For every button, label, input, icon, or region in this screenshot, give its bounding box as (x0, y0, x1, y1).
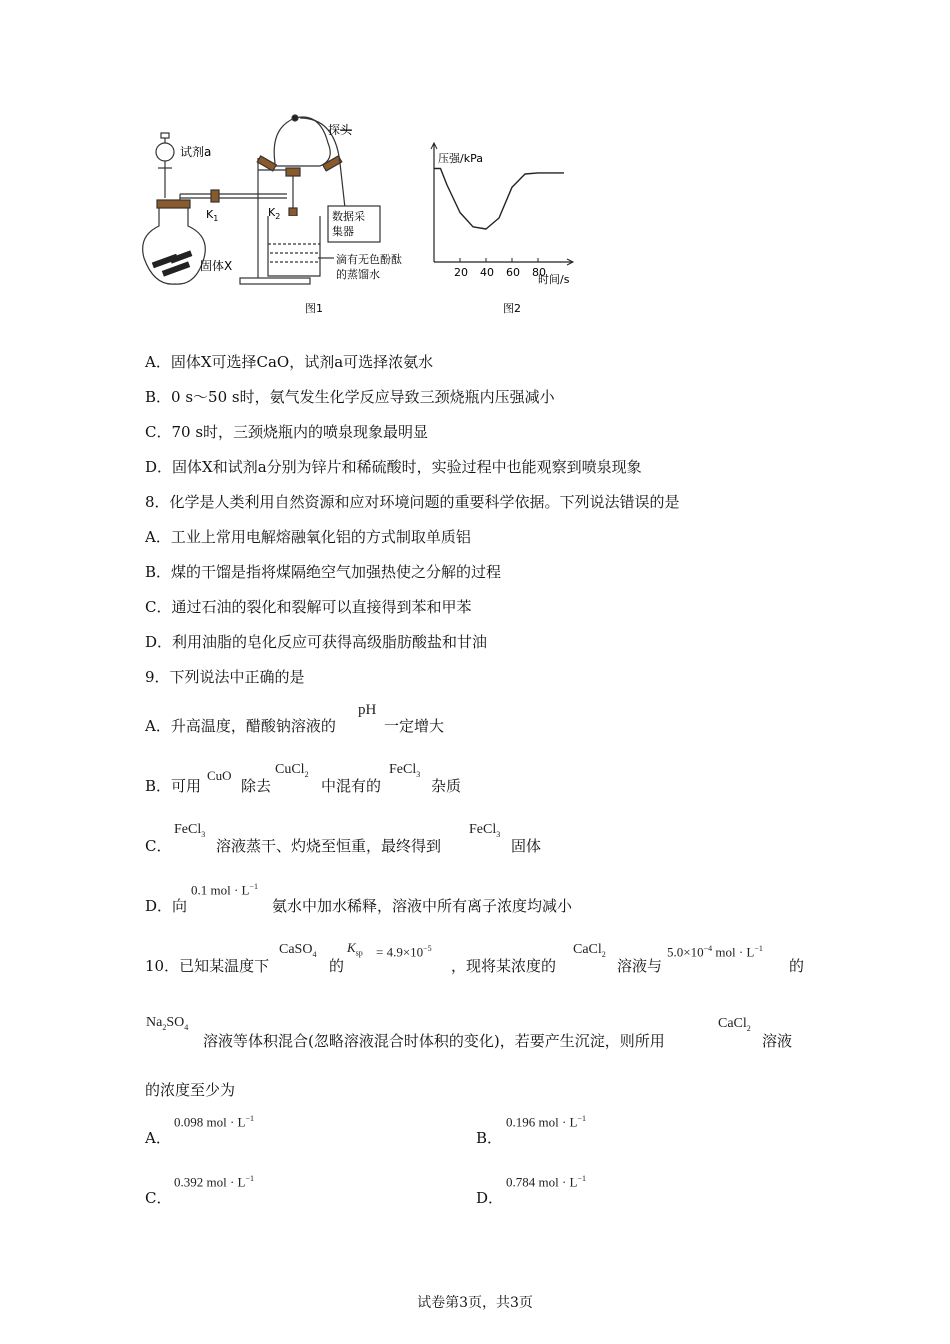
fig1-caption: 图1 (305, 302, 323, 315)
page-footer: 试卷第3页，共3页 (417, 1295, 533, 1311)
separatory-funnel (156, 143, 174, 161)
label-probe: 探头 (328, 123, 353, 137)
label-water-2: 的蒸馏水 (336, 268, 380, 281)
q8-stem: 8．化学是人类利用自然资源和应对环境问题的重要科学依据。下列说法错误的是 (145, 493, 680, 511)
fig2-ylabel: 压强/kPa (438, 152, 483, 165)
q8-option-a: A．工业上常用电解熔融氧化铝的方式制取单质铝 (145, 528, 471, 546)
label-collector-1: 数据采 (332, 210, 365, 223)
label-reagent: 试剂a (180, 145, 212, 159)
apparatus-figure (140, 108, 600, 323)
k1-clamp (211, 190, 219, 202)
q10-line-3: 的浓度至少为 (145, 1081, 236, 1099)
label-k1: $K_1$ (206, 208, 219, 223)
label-k2: $K_2$ (268, 206, 281, 221)
beaker (268, 216, 320, 276)
label-collector-2: 集器 (332, 225, 354, 238)
q8-option-b: B．煤的干馏是指将煤隔绝空气加强热使之分解的过程 (145, 563, 502, 581)
label-solid: 固体X (200, 259, 233, 273)
x-tick-label: 60 (506, 266, 520, 279)
q9-stem: 9．下列说法中正确的是 (145, 668, 305, 686)
pressure-line (434, 169, 564, 230)
q7-option-c: C．70 s时，三颈烧瓶内的喷泉现象最明显 (145, 423, 429, 441)
q8-option-d: D．利用油脂的皂化反应可获得高级脂肪酸盐和甘油 (145, 633, 488, 651)
q7-option-b: B．0 s～50 s时，氨气发生化学反应导致三颈烧瓶内压强减小 (145, 388, 555, 406)
q7-option-a: A．固体X可选择CaO，试剂a可选择浓氨水 (145, 353, 434, 371)
q7-option-d: D．固体X和试剂a分别为锌片和稀硫酸时，实验过程中也能观察到喷泉现象 (145, 458, 642, 476)
label-water-1: 滴有无色酚酞 (336, 253, 402, 266)
x-tick-label: 20 (454, 266, 468, 279)
fig2-xlabel: 时间/s (538, 273, 570, 286)
k2-clamp (289, 208, 297, 216)
fig2-caption: 图2 (503, 302, 521, 315)
x-tick-label: 80 (532, 266, 546, 279)
q8-option-c: C．通过石油的裂化和裂解可以直接得到苯和甲苯 (145, 598, 472, 616)
x-tick-label: 40 (480, 266, 494, 279)
